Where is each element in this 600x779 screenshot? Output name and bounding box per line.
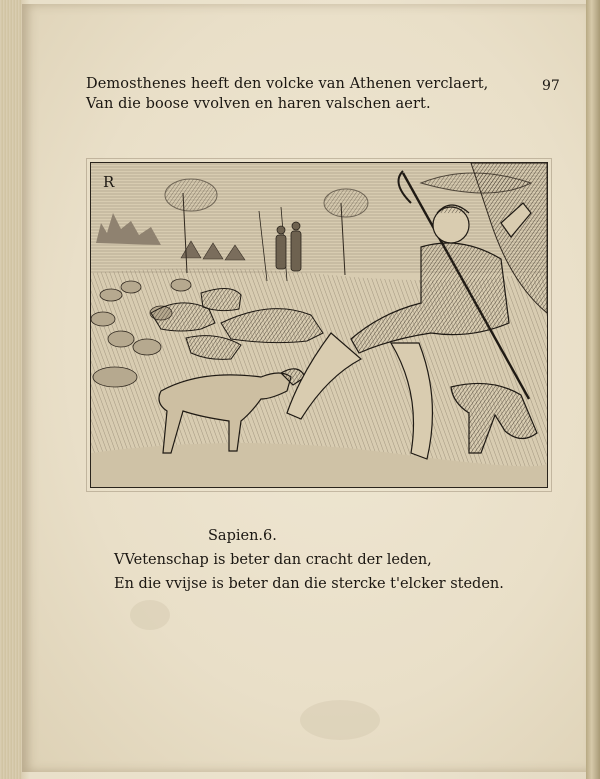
verse-line-1: VVetenschap is beter dan cracht der leden, <box>114 552 432 568</box>
paper-stain <box>130 600 170 630</box>
page-number: 97 <box>542 78 560 94</box>
header-line-2: Van die boose vvolven en haren valschen aert. <box>86 96 431 112</box>
page-edges <box>0 0 22 779</box>
page-fore-edge <box>586 0 600 779</box>
scripture-reference: Sapien.6. <box>208 528 277 544</box>
engraving-illustration <box>90 162 548 488</box>
plate-letter: R <box>103 173 115 191</box>
verse-line-2: En die vvijse is beter dan die stercke t'elcker steden. <box>114 576 504 592</box>
header-line-1: Demosthenes heeft den volcke van Athenen verclaert, <box>86 76 489 92</box>
paper-stain <box>300 700 380 740</box>
engraving-drawing <box>91 163 547 487</box>
